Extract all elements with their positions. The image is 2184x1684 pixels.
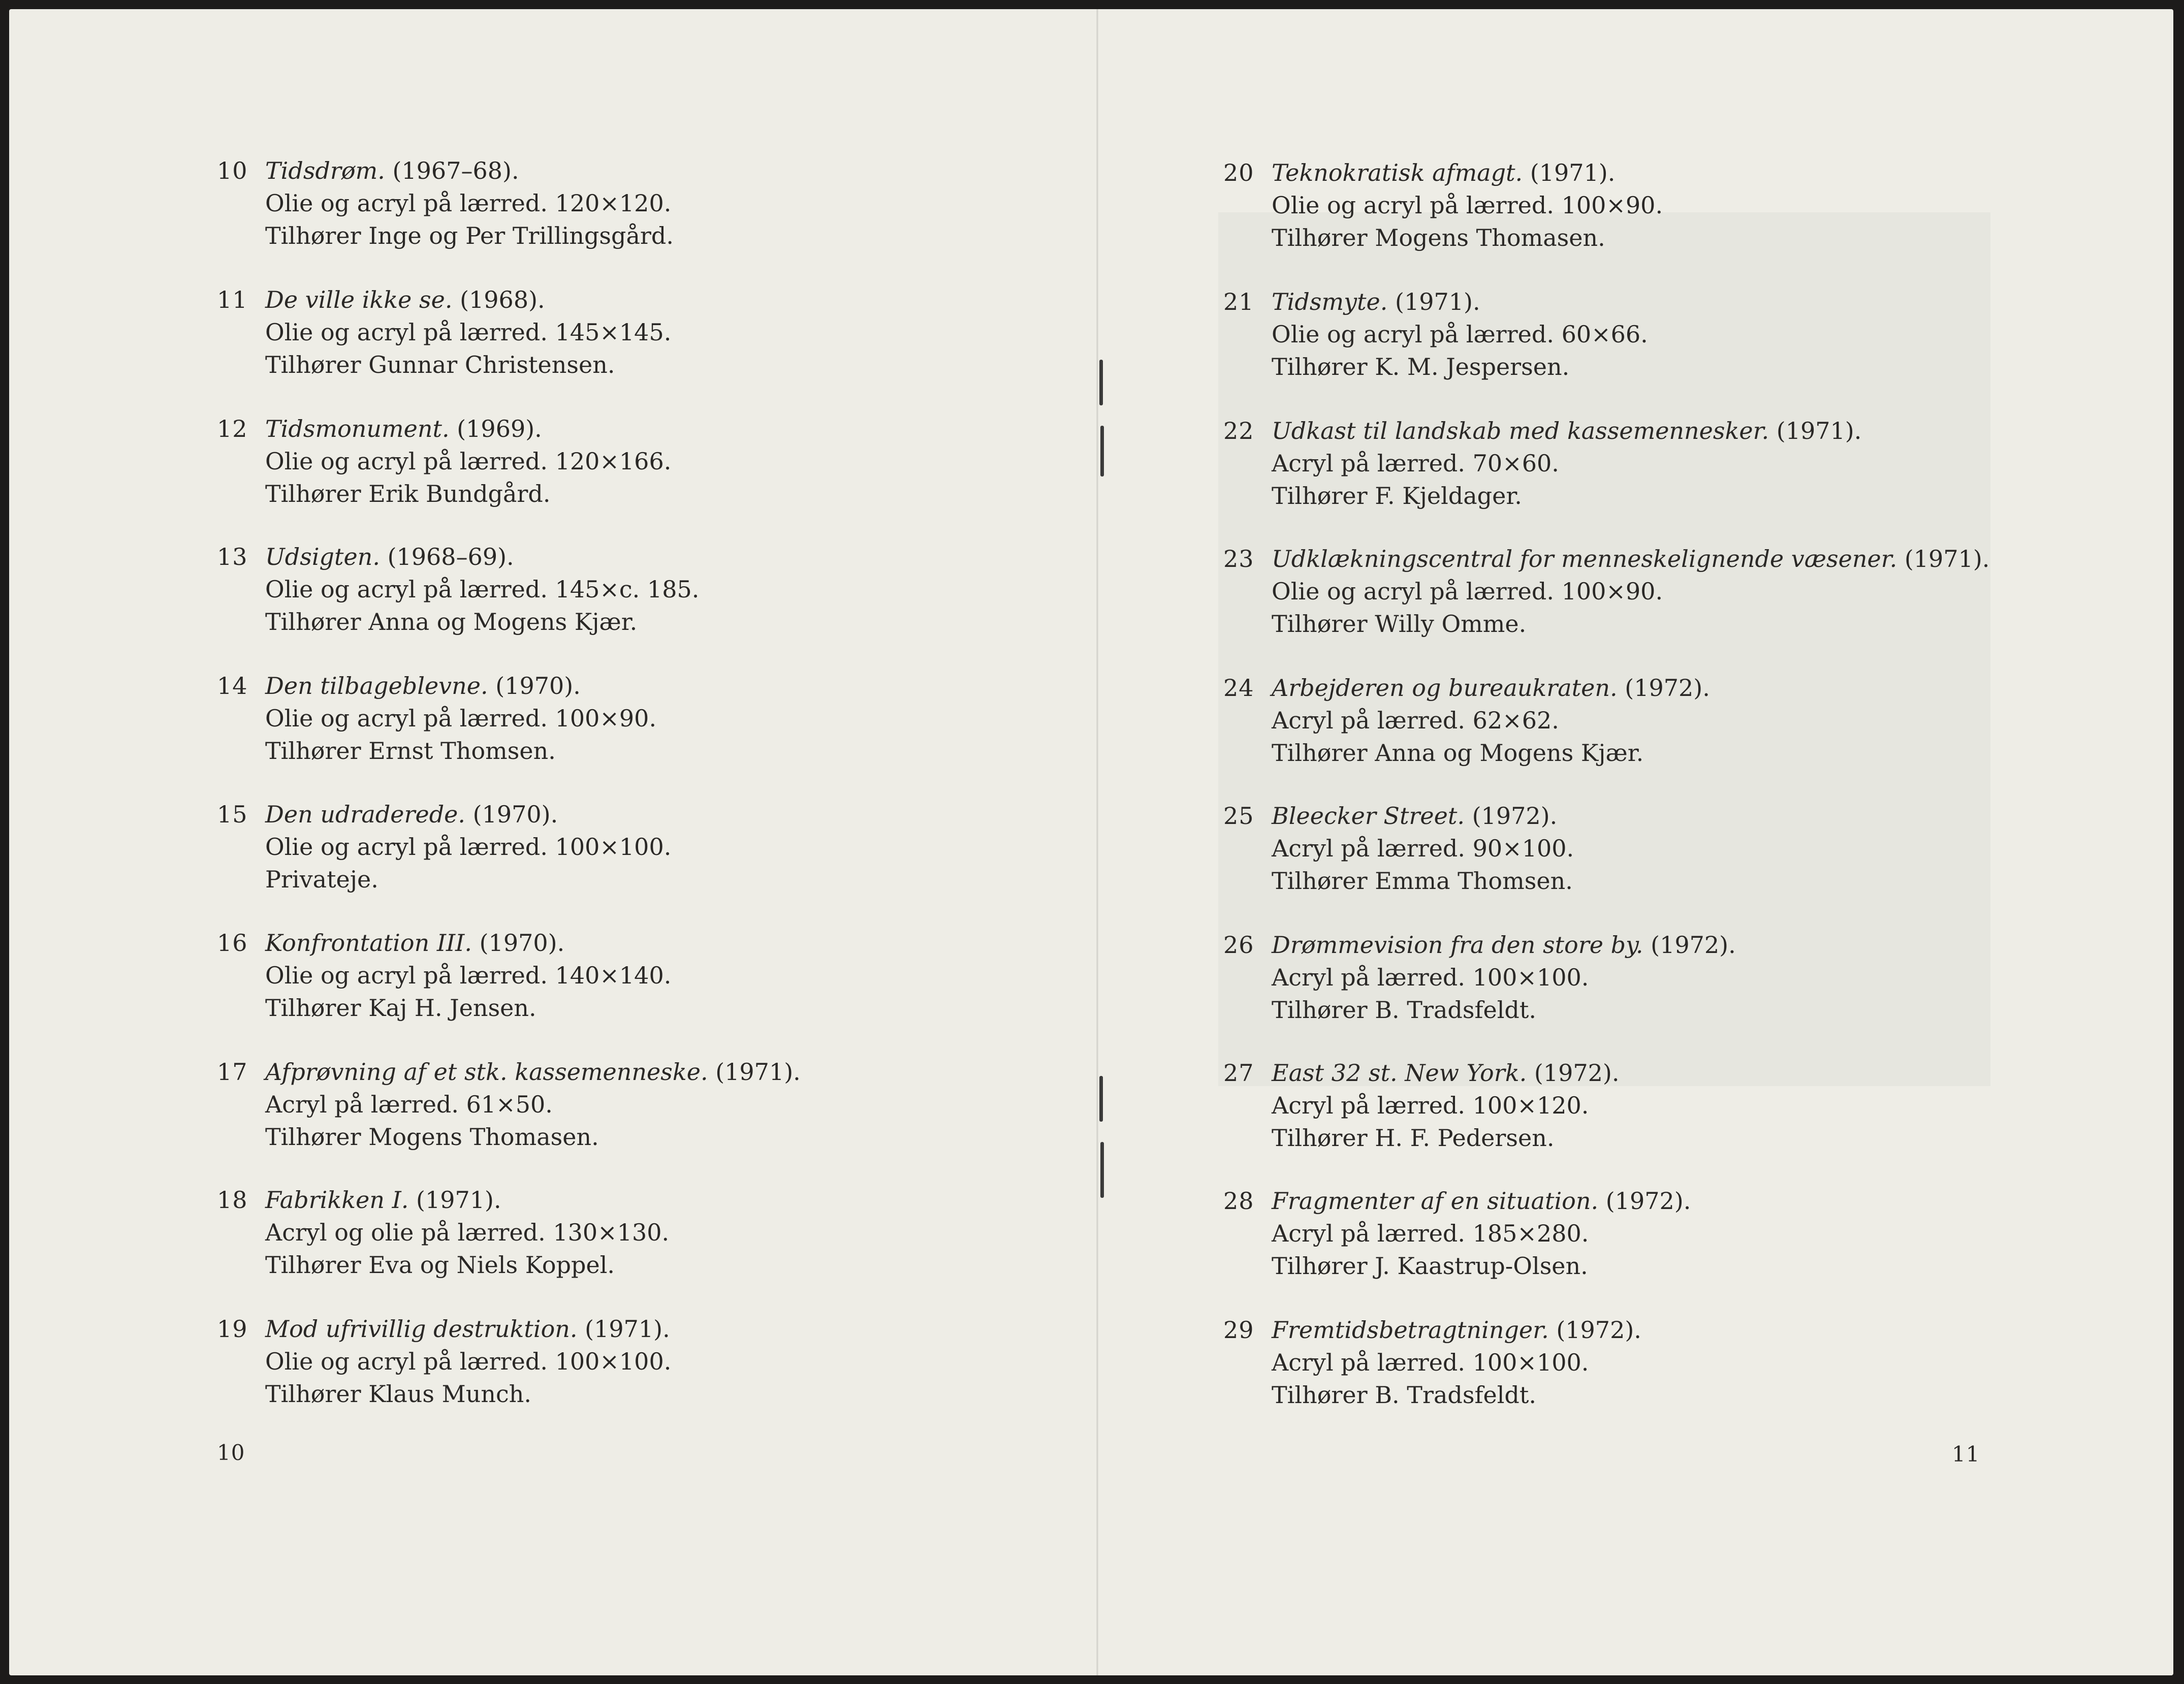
page-number: 11: [1952, 1442, 1980, 1467]
entry-owner: Tilhører Erik Bundgård.: [265, 480, 551, 507]
entry-number: 28: [1223, 1187, 1254, 1215]
entry-medium: Olie og acryl på lærred. 140×140.: [265, 962, 672, 989]
entry-number: 17: [217, 1058, 248, 1086]
entry-owner: Tilhører Emma Thomsen.: [1272, 867, 1573, 895]
entry-number: 13: [217, 543, 248, 570]
entry-number: 27: [1223, 1059, 1254, 1087]
entry-year: (1972).: [1556, 1316, 1641, 1344]
entry-year: (1968–69).: [387, 543, 514, 570]
entry-owner: Tilhører Klaus Munch.: [265, 1380, 531, 1408]
entry-title: Den udraderede.: [265, 801, 466, 828]
entry-owner: Tilhører Mogens Thomasen.: [265, 1123, 599, 1151]
entry-year: (1972).: [1472, 802, 1558, 830]
entry-year: (1971).: [715, 1058, 801, 1086]
entry-year: (1970).: [472, 801, 558, 828]
entry-number: 21: [1223, 288, 1254, 315]
entry-medium: Acryl på lærred. 61×50.: [265, 1091, 553, 1118]
entry-year: (1969).: [457, 415, 542, 442]
entry-owner: Tilhører Inge og Per Trillingsgård.: [265, 222, 674, 249]
entry-medium: Olie og acryl på lærred. 145×c. 185.: [265, 576, 700, 603]
entry-year: (1971).: [1904, 545, 1990, 573]
entry-owner: Privateje.: [265, 866, 378, 893]
entry-owner: Tilhører B. Tradsfeldt.: [1272, 1381, 1536, 1409]
entry-year: (1972).: [1625, 674, 1710, 702]
entry-title: De ville ikke se.: [265, 286, 453, 313]
entry-medium: Olie og acryl på lærred. 100×100.: [265, 833, 672, 861]
entry-owner: Tilhører Anna og Mogens Kjær.: [1272, 739, 1644, 767]
entry-title: Tidsmonument.: [265, 415, 450, 442]
entry-title: East 32 st. New York.: [1272, 1059, 1527, 1087]
entry-title: Drømmevision fra den store by.: [1272, 931, 1643, 959]
entry-number: 22: [1223, 417, 1254, 444]
entry-owner: Tilhører F. Kjeldager.: [1272, 482, 1522, 510]
entry-year: (1972).: [1651, 931, 1736, 959]
entry-number: 12: [217, 415, 248, 442]
entry-owner: Tilhører Eva og Niels Koppel.: [265, 1251, 615, 1279]
entry-title: Tidsdrøm.: [265, 157, 385, 184]
entry-title: Udklækningscentral for menneskelignende væsener.: [1272, 545, 1897, 573]
entry-title: Teknokratisk afmagt.: [1272, 159, 1523, 186]
entry-number: 29: [1223, 1316, 1254, 1344]
entry-owner: Tilhører Gunnar Christensen.: [265, 351, 615, 378]
entry-number: 18: [217, 1186, 248, 1214]
entry-medium: Olie og acryl på lærred. 100×100.: [265, 1348, 672, 1375]
entry-owner: Tilhører Anna og Mogens Kjær.: [265, 608, 638, 636]
entry-owner: Tilhører K. M. Jespersen.: [1272, 353, 1570, 380]
entry-number: 19: [217, 1315, 248, 1343]
entry-number: 14: [217, 672, 248, 700]
entry-number: 24: [1223, 674, 1254, 702]
entry-title: Arbejderen og bureaukraten.: [1272, 674, 1618, 702]
entry-medium: Olie og acryl på lærred. 60×66.: [1272, 321, 1648, 348]
entry-medium: Acryl på lærred. 185×280.: [1272, 1220, 1589, 1247]
entry-owner: Tilhører Kaj H. Jensen.: [265, 994, 536, 1022]
entry-title: Fabrikken I.: [265, 1186, 409, 1214]
entry-medium: Olie og acryl på lærred. 100×90.: [1272, 578, 1663, 605]
entry-year: (1970).: [495, 672, 581, 700]
entry-year: (1968).: [460, 286, 545, 313]
entry-medium: Acryl og olie på lærred. 130×130.: [265, 1219, 670, 1246]
entry-title: Tidsmyte.: [1272, 288, 1388, 315]
entry-year: (1972).: [1534, 1059, 1620, 1087]
entry-owner: Tilhører Willy Omme.: [1272, 610, 1527, 638]
entry-year: (1971).: [585, 1315, 670, 1343]
left-page: [9, 9, 1097, 1675]
page-number: 10: [217, 1440, 245, 1465]
entry-title: Udkast til landskab med kassemennesker.: [1272, 417, 1769, 444]
entry-title: Mod ufrivillig destruktion.: [265, 1315, 578, 1343]
right-page: [1097, 9, 2173, 1675]
entry-owner: Tilhører Mogens Thomasen.: [1272, 224, 1605, 251]
entry-year: (1967–68).: [392, 157, 519, 184]
entry-number: 23: [1223, 545, 1254, 573]
booklet-spread: [9, 9, 2173, 1675]
entry-medium: Olie og acryl på lærred. 145×145.: [265, 319, 672, 346]
entry-title: Bleecker Street.: [1272, 802, 1465, 830]
entry-medium: Olie og acryl på lærred. 120×120.: [265, 189, 672, 217]
entry-title: Udsigten.: [265, 543, 380, 570]
entry-medium: Acryl på lærred. 62×62.: [1272, 707, 1559, 734]
entry-year: (1970).: [479, 929, 565, 957]
entry-medium: Acryl på lærred. 100×100.: [1272, 1349, 1589, 1376]
entry-number: 25: [1223, 802, 1254, 830]
entry-number: 26: [1223, 931, 1254, 959]
entry-title: Den tilbageblevne.: [265, 672, 488, 700]
entry-title: Fragmenter af en situation.: [1272, 1187, 1599, 1215]
entry-owner: Tilhører B. Tradsfeldt.: [1272, 996, 1536, 1024]
entry-year: (1971).: [1395, 288, 1480, 315]
entry-medium: Olie og acryl på lærred. 100×90.: [265, 705, 657, 732]
entry-owner: Tilhører J. Kaastrup-Olsen.: [1272, 1252, 1588, 1280]
entry-number: 20: [1223, 159, 1254, 186]
entry-medium: Acryl på lærred. 100×100.: [1272, 964, 1589, 991]
entry-title: Afprøvning af et stk. kassemenneske.: [265, 1058, 708, 1086]
entry-owner: Tilhører Ernst Thomsen.: [265, 737, 556, 765]
entry-title: Konfrontation III.: [265, 929, 472, 957]
entry-medium: Acryl på lærred. 90×100.: [1272, 835, 1574, 862]
entry-medium: Olie og acryl på lærred. 100×90.: [1272, 192, 1663, 219]
entry-number: 16: [217, 929, 248, 957]
entry-title: Fremtidsbetragtninger.: [1272, 1316, 1549, 1344]
entry-number: 15: [217, 801, 248, 828]
entry-medium: Acryl på lærred. 70×60.: [1272, 450, 1559, 477]
entry-year: (1971).: [1530, 159, 1616, 186]
entry-medium: Acryl på lærred. 100×120.: [1272, 1092, 1589, 1119]
entry-owner: Tilhører H. F. Pedersen.: [1272, 1124, 1555, 1152]
entry-year: (1972).: [1605, 1187, 1691, 1215]
entry-number: 11: [217, 286, 248, 313]
entry-year: (1971).: [416, 1186, 501, 1214]
entry-medium: Olie og acryl på lærred. 120×166.: [265, 448, 672, 475]
entry-number: 10: [217, 157, 248, 184]
entry-year: (1971).: [1776, 417, 1862, 444]
